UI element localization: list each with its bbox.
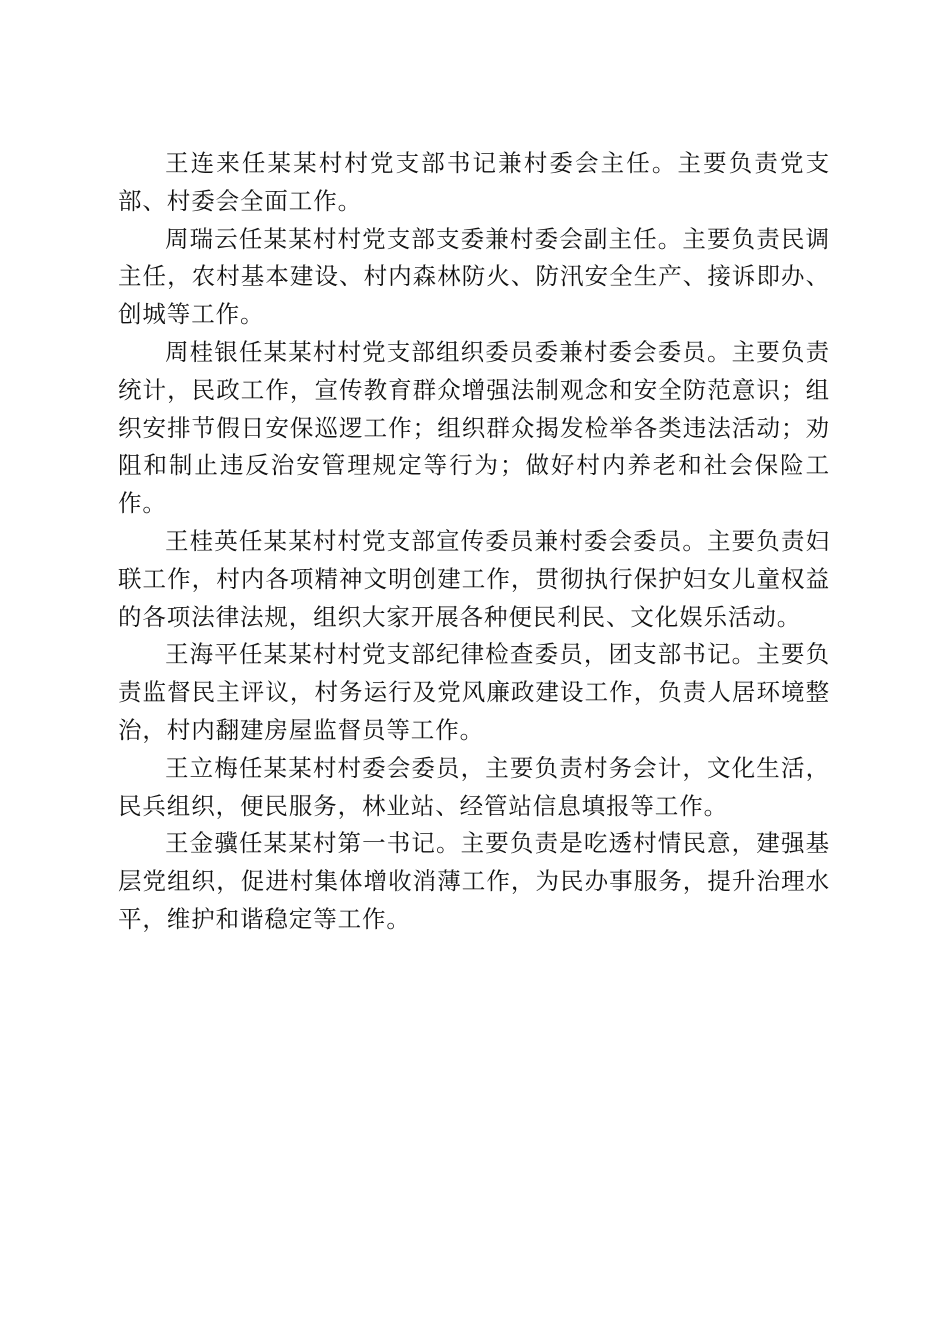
paragraph-zhou-guiyin: 周桂银任某某村村党支部组织委员委兼村委会委员。主要负责统计，民政工作，宣传教育群众增强法制观念和安全防范意识；组织安排节假日安保巡逻工作；组织群众揭发检举各类违法活动；劝阻和制止违反治安管理规定等行为；做好村内养老和社会保险工作。: [118, 337, 830, 518]
paragraph-zhou-ruiyun: 周瑞云任某某村村党支部支委兼村委会副主任。主要负责民调主任，农村基本建设、村内森林防火、防汛安全生产、接诉即办、创城等工作。: [118, 224, 830, 329]
paragraph-wang-jinji: 王金骥任某某村第一书记。主要负责是吃透村情民意，建强基层党组织，促进村集体增收消薄工作，为民办事服务，提升治理水平，维护和谐稳定等工作。: [118, 829, 830, 933]
document-body: [118, 145, 830, 939]
paragraph-wang-haiping: 王海平任某某村村党支部纪律检查委员，团支部书记。主要负责监督民主评议，村务运行及党风廉政建设工作，负责人居环境整治，村内翻建房屋监督员等工作。: [118, 640, 830, 744]
paragraph-wang-lianlai: 王连来任某某村村党支部书记兼村委会主任。主要负责党支部、村委会全面工作。: [118, 149, 830, 215]
paragraph-wang-limei: 王立梅任某某村村委会委员，主要负责村务会计，文化生活，民兵组织，便民服务，林业站、经管站信息填报等工作。: [118, 753, 830, 820]
paragraph-wang-guiying: 王桂英任某某村村党支部宣传委员兼村委会委员。主要负责妇联工作，村内各项精神文明创建工作，贯彻执行保护妇女儿童权益的各项法律法规，组织大家开展各种便民利民、文化娱乐活动。: [118, 526, 830, 631]
